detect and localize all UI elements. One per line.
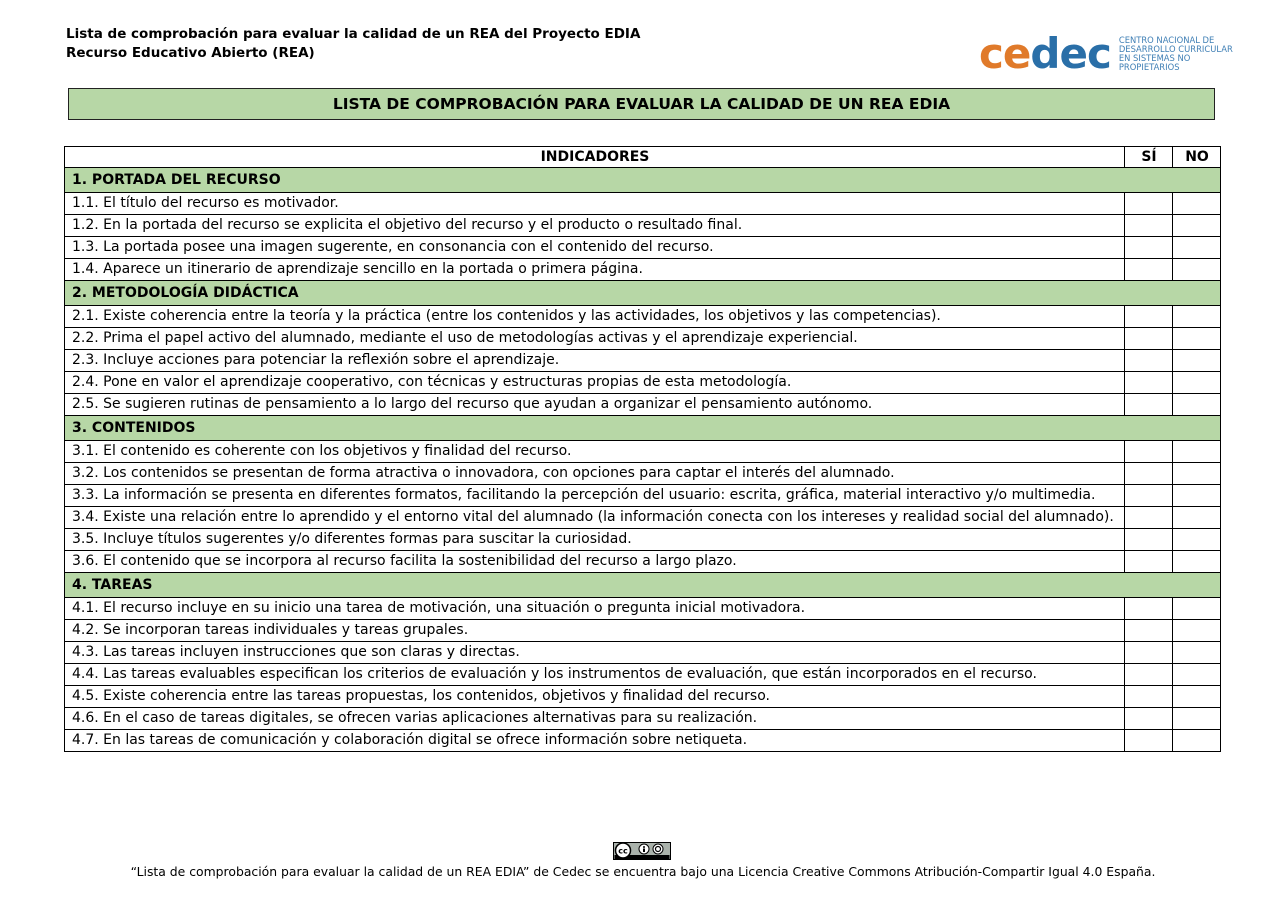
indicator-text: 4.4. Las tareas evaluables especifican los criterios de evaluación y los instrumentos de evaluación, que están incorporados en el recurso. — [65, 664, 1125, 686]
table-row — [65, 215, 1221, 237]
table-row — [65, 259, 1221, 281]
indicator-text: 3.4. Existe una relación entre lo aprendido y el entorno vital del alumnado (la información conecta con los intereses y realidad social del alumnado). — [65, 507, 1125, 529]
si-checkbox-cell[interactable] — [1125, 598, 1173, 620]
section-header-row — [65, 573, 1221, 598]
table-row — [65, 441, 1221, 463]
no-checkbox-cell[interactable] — [1173, 507, 1221, 529]
indicator-text: 3.3. La información se presenta en diferentes formatos, facilitando la percepción del usuario: escrita, gráfica, material interactivo y/o multimedia. — [65, 485, 1125, 507]
section-title: 2. METODOLOGÍA DIDÁCTICA — [65, 281, 1221, 306]
table-row — [65, 642, 1221, 664]
no-checkbox-cell[interactable] — [1173, 686, 1221, 708]
table-row — [65, 394, 1221, 416]
table-row — [65, 485, 1221, 507]
table-row — [65, 551, 1221, 573]
table-row — [65, 350, 1221, 372]
si-checkbox-cell[interactable] — [1125, 620, 1173, 642]
table-row — [65, 306, 1221, 328]
header-line-1: Lista de comprobación para evaluar la calidad de un REA del Proyecto EDIA — [66, 26, 641, 42]
indicator-text: 2.3. Incluye acciones para potenciar la reflexión sobre el aprendizaje. — [65, 350, 1125, 372]
no-checkbox-cell[interactable] — [1173, 708, 1221, 730]
table-row — [65, 664, 1221, 686]
indicator-text: 4.1. El recurso incluye en su inicio una tarea de motivación, una situación o pregunta inicial motivadora. — [65, 598, 1125, 620]
section-title: 3. CONTENIDOS — [65, 416, 1221, 441]
logo-word-b: dec — [1030, 29, 1111, 78]
col-si: SÍ — [1125, 147, 1173, 168]
table-row — [65, 328, 1221, 350]
no-checkbox-cell[interactable] — [1173, 620, 1221, 642]
indicator-text: 2.1. Existe coherencia entre la teoría y la práctica (entre los contenidos y las actividades, los objetivos y las competencias). — [65, 306, 1125, 328]
document-header — [66, 25, 640, 63]
no-checkbox-cell[interactable] — [1173, 730, 1221, 752]
indicator-text: 2.5. Se sugieren rutinas de pensamiento a lo largo del recurso que ayudan a organizar el pensamiento autónomo. — [65, 394, 1125, 416]
table-row — [65, 507, 1221, 529]
table-row — [65, 372, 1221, 394]
indicator-text: 3.6. El contenido que se incorpora al recurso facilita la sostenibilidad del recurso a largo plazo. — [65, 551, 1125, 573]
cc-by-sa-license-icon — [613, 842, 671, 860]
si-checkbox-cell[interactable] — [1125, 664, 1173, 686]
section-header-row — [65, 281, 1221, 306]
no-checkbox-cell[interactable] — [1173, 237, 1221, 259]
table-row — [65, 237, 1221, 259]
table-row — [65, 193, 1221, 215]
si-checkbox-cell[interactable] — [1125, 551, 1173, 573]
cedec-logo — [979, 29, 1249, 78]
no-checkbox-cell[interactable] — [1173, 551, 1221, 573]
indicator-text: 1.2. En la portada del recurso se explicita el objetivo del recurso y el producto o resultado final. — [65, 215, 1125, 237]
table-row — [65, 598, 1221, 620]
section-header-row — [65, 168, 1221, 193]
no-checkbox-cell[interactable] — [1173, 642, 1221, 664]
si-checkbox-cell[interactable] — [1125, 485, 1173, 507]
si-checkbox-cell[interactable] — [1125, 350, 1173, 372]
si-checkbox-cell[interactable] — [1125, 372, 1173, 394]
table-row — [65, 708, 1221, 730]
no-checkbox-cell[interactable] — [1173, 328, 1221, 350]
si-checkbox-cell[interactable] — [1125, 529, 1173, 551]
si-checkbox-cell[interactable] — [1125, 441, 1173, 463]
si-checkbox-cell[interactable] — [1125, 507, 1173, 529]
si-checkbox-cell[interactable] — [1125, 730, 1173, 752]
svg-text:cc: cc — [618, 846, 628, 856]
no-checkbox-cell[interactable] — [1173, 193, 1221, 215]
no-checkbox-cell[interactable] — [1173, 350, 1221, 372]
indicator-text: 4.3. Las tareas incluyen instrucciones que son claras y directas. — [65, 642, 1125, 664]
indicator-text: 3.2. Los contenidos se presentan de forma atractiva o innovadora, con opciones para captar el interés del alumnado. — [65, 463, 1125, 485]
si-checkbox-cell[interactable] — [1125, 328, 1173, 350]
table-row — [65, 620, 1221, 642]
si-checkbox-cell[interactable] — [1125, 193, 1173, 215]
si-checkbox-cell[interactable] — [1125, 686, 1173, 708]
section-title: 1. PORTADA DEL RECURSO — [65, 168, 1221, 193]
indicator-text: 2.2. Prima el papel activo del alumnado, mediante el uso de metodologías activas y el aprendizaje experiencial. — [65, 328, 1125, 350]
si-checkbox-cell[interactable] — [1125, 259, 1173, 281]
no-checkbox-cell[interactable] — [1173, 664, 1221, 686]
no-checkbox-cell[interactable] — [1173, 441, 1221, 463]
no-checkbox-cell[interactable] — [1173, 259, 1221, 281]
table-header-row — [65, 147, 1221, 168]
si-checkbox-cell[interactable] — [1125, 394, 1173, 416]
indicator-text: 4.7. En las tareas de comunicación y colaboración digital se ofrece información sobre netiqueta. — [65, 730, 1125, 752]
table-row — [65, 686, 1221, 708]
indicator-text: 2.4. Pone en valor el aprendizaje cooperativo, con técnicas y estructuras propias de esta metodología. — [65, 372, 1125, 394]
page-title: LISTA DE COMPROBACIÓN PARA EVALUAR LA CALIDAD DE UN REA EDIA — [68, 88, 1215, 120]
no-checkbox-cell[interactable] — [1173, 485, 1221, 507]
si-checkbox-cell[interactable] — [1125, 708, 1173, 730]
no-checkbox-cell[interactable] — [1173, 215, 1221, 237]
no-checkbox-cell[interactable] — [1173, 463, 1221, 485]
header-line-2: Recurso Educativo Abierto (REA) — [66, 45, 315, 61]
indicator-text: 3.5. Incluye títulos sugerentes y/o diferentes formas para suscitar la curiosidad. — [65, 529, 1125, 551]
si-checkbox-cell[interactable] — [1125, 306, 1173, 328]
section-title: 4. TAREAS — [65, 573, 1221, 598]
table-row — [65, 463, 1221, 485]
si-checkbox-cell[interactable] — [1125, 642, 1173, 664]
no-checkbox-cell[interactable] — [1173, 529, 1221, 551]
si-checkbox-cell[interactable] — [1125, 215, 1173, 237]
indicator-text: 1.4. Aparece un itinerario de aprendizaje sencillo en la portada o primera página. — [65, 259, 1125, 281]
no-checkbox-cell[interactable] — [1173, 372, 1221, 394]
indicator-text: 4.5. Existe coherencia entre las tareas propuestas, los contenidos, objetivos y finalidad del recurso. — [65, 686, 1125, 708]
indicator-text: 4.2. Se incorporan tareas individuales y tareas grupales. — [65, 620, 1125, 642]
checklist-table — [64, 146, 1221, 752]
table-row — [65, 730, 1221, 752]
logo-word-a: ce — [979, 29, 1031, 78]
no-checkbox-cell[interactable] — [1173, 598, 1221, 620]
si-checkbox-cell[interactable] — [1125, 463, 1173, 485]
no-checkbox-cell[interactable] — [1173, 306, 1221, 328]
col-no: NO — [1173, 147, 1221, 168]
logo-subtitle: CENTRO NACIONAL DE DESARROLLO CURRICULAR EN SISTEMAS NO PROPIETARIOS — [1118, 35, 1233, 72]
indicator-text: 1.1. El título del recurso es motivador. — [65, 193, 1125, 215]
no-checkbox-cell[interactable] — [1173, 394, 1221, 416]
license-footer: “Lista de comprobación para evaluar la calidad de un REA EDIA” de Cedec se encuentra bajo una Licencia Creative Commons Atribución-Compartir Igual 4.0 España. — [130, 864, 1156, 879]
col-indicadores: INDICADORES — [65, 147, 1125, 168]
indicator-text: 1.3. La portada posee una imagen sugerente, en consonancia con el contenido del recurso. — [65, 237, 1125, 259]
indicator-text: 3.1. El contenido es coherente con los objetivos y finalidad del recurso. — [65, 441, 1125, 463]
indicator-text: 4.6. En el caso de tareas digitales, se ofrecen varias aplicaciones alternativas para su realización. — [65, 708, 1125, 730]
si-checkbox-cell[interactable] — [1125, 237, 1173, 259]
table-row — [65, 529, 1221, 551]
section-header-row — [65, 416, 1221, 441]
